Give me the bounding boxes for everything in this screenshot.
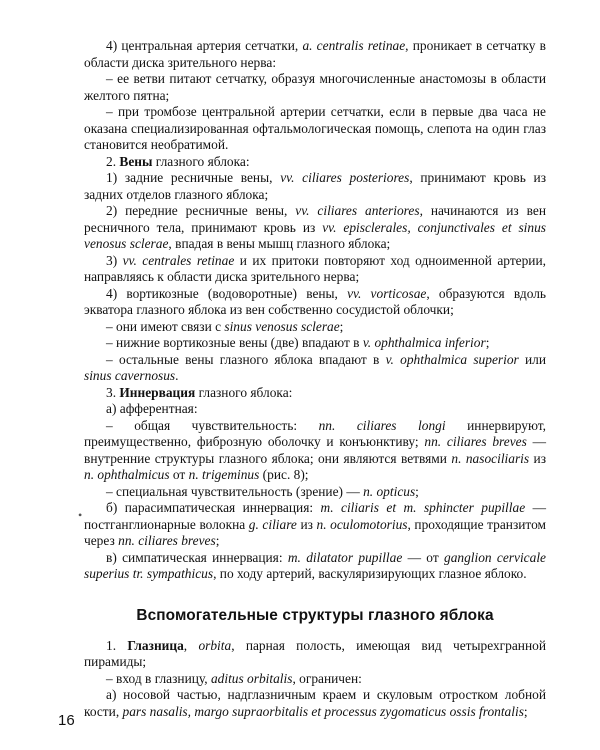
- text-run: ;: [415, 483, 419, 499]
- body-text-lower: [84, 638, 546, 721]
- latin-term: n. trigeminus: [188, 467, 260, 482]
- latin-term: nn. ciliares breves: [424, 434, 527, 449]
- text-run: 1.: [106, 637, 128, 653]
- text-run: – они имеют связи с: [106, 318, 225, 334]
- text-run: ;: [523, 703, 528, 719]
- text-run: – при тромбозе центральной артерии сетчатки, если в первые два часа не оказана специализированная офтальмологическая помощь, слепота на один глаз становится необратимой.: [84, 104, 546, 152]
- paragraph: [84, 418, 546, 484]
- text-run: – вход в глазницу,: [106, 670, 211, 686]
- text-run: ,: [183, 637, 199, 653]
- margin-mark: •: [78, 508, 83, 522]
- text-run: – ее ветви питают сетчатку, образуя многочисленные анастомозы в области желтого пятна;: [84, 71, 546, 103]
- text-run: а) афферентная:: [106, 401, 198, 416]
- text-run: , ограничен:: [292, 670, 362, 686]
- latin-term: vv. ciliares posteriores: [280, 170, 410, 185]
- text-run: , образуются вдоль экватора глазного яблока из вен собственно сосудистой облочки;: [84, 285, 546, 317]
- body-text-upper: [84, 38, 546, 583]
- text-run: .: [175, 368, 179, 383]
- text-run: – общая чувствительность:: [106, 417, 319, 433]
- latin-term: vv. episclerales, conjunctivales et sinus venosus sclerae: [84, 219, 546, 251]
- latin-term: vv. centrales retinae: [122, 252, 235, 268]
- text-run: ;: [339, 318, 344, 334]
- text-run: 2) передние ресничные вены,: [106, 203, 296, 218]
- latin-term: nn. ciliares longi: [318, 417, 446, 433]
- paragraph: [84, 319, 546, 336]
- text-run: б) парасимпатическая иннервация:: [106, 500, 321, 515]
- section-heading: Вспомогательные структуры глазного яблока: [136, 606, 494, 624]
- text-run: , принимают кровь из задних отделов глазного яблока;: [84, 170, 546, 202]
- latin-term: vv. ciliares anteriores: [295, 203, 420, 218]
- latin-term: n. nasociliaris: [451, 450, 530, 466]
- text-run: 3): [106, 252, 123, 268]
- text-run: от: [169, 467, 189, 482]
- latin-term: orbita: [198, 637, 232, 653]
- paragraph: [84, 104, 546, 154]
- text-run: глазного яблока:: [195, 384, 293, 400]
- latin-term: n. ophthalmicus: [84, 467, 170, 482]
- text-run: ;: [215, 533, 220, 548]
- paragraph: [84, 484, 546, 501]
- latin-term: ganglion cervicale superius tr. sympathicus: [84, 549, 546, 581]
- paragraph: [84, 352, 546, 385]
- paragraph: [84, 401, 546, 418]
- text-run: – специальная чувствительность (зрение) —: [106, 483, 364, 499]
- text-run: иннервируют, преимущественно, фиброзную оболочку и конъюнктиву;: [84, 417, 546, 449]
- latin-term: a. centralis retinae: [302, 38, 406, 53]
- text-run: , парная полость, имеющая вид четырехгранной пирамиды;: [84, 637, 547, 669]
- text-run: , по ходу артерий, васкуляризирующих глазное яблоко.: [213, 566, 527, 581]
- text-run: 1) задние ресничные вены,: [106, 170, 281, 185]
- text-run: , впадая в вены мышц глазного яблока;: [168, 236, 391, 251]
- text-run: – остальные вены глазного яблока впадают в: [106, 351, 386, 367]
- paragraph: [84, 154, 546, 171]
- text-run: , проникает в сетчатку в области диска зрительного нерва:: [84, 38, 546, 70]
- latin-term: n. opticus: [363, 483, 416, 499]
- text-run: 2.: [106, 153, 120, 169]
- paragraph: [84, 38, 546, 71]
- latin-term: n. oculomotorius: [316, 516, 408, 532]
- text-run: из: [296, 516, 317, 532]
- latin-term: vv. vorticosae: [347, 285, 427, 301]
- text-run: 3.: [106, 384, 120, 400]
- paragraph: [84, 385, 546, 402]
- paragraph: [84, 203, 546, 253]
- text-run: , начинаются из вен ресничного тела, принимают кровь из: [84, 203, 546, 235]
- text-run: в) симпатическая иннервация:: [106, 549, 288, 565]
- latin-term: v. ophthalmica superior: [385, 351, 519, 367]
- paragraph: [84, 671, 546, 688]
- latin-term: nn. ciliares breves: [118, 533, 216, 548]
- paragraph: [84, 335, 546, 352]
- paragraph: [84, 286, 546, 319]
- latin-term: v. ophthalmica inferior: [362, 335, 486, 350]
- text-run: — внутренние структуры глазного яблока; они являются ветвями: [84, 434, 546, 466]
- text-run: 4) центральная артерия сетчатки,: [106, 38, 303, 53]
- paragraph: [84, 170, 546, 203]
- latin-term: m. dilatator pupillae: [287, 549, 403, 565]
- paragraph: [84, 687, 546, 720]
- paragraph: [84, 638, 546, 671]
- text-run: – нижние вортикозные вены (две) впадают в: [106, 335, 363, 350]
- latin-term: g. ciliare: [248, 516, 297, 532]
- bold-term: Иннервация: [119, 384, 196, 400]
- paragraph: [84, 500, 546, 550]
- text-run: из: [529, 450, 546, 466]
- latin-term: sinus venosus sclerae: [224, 318, 340, 334]
- bold-term: Глазница: [127, 637, 184, 653]
- text-run: 4) вортикозные (водоворотные) вены,: [106, 285, 348, 301]
- text-run: — от: [402, 549, 444, 565]
- text-run: , проходящие транзитом через: [84, 516, 546, 548]
- text-run: а) носовой частью, надглазничным краем и скуловым отростком лобной кости,: [84, 687, 546, 719]
- latin-term: m. ciliaris et m. sphincter pupillae: [320, 500, 526, 515]
- text-run: (рис. 8);: [259, 467, 309, 482]
- text-run: глазного яблока:: [152, 153, 250, 169]
- bold-term: Вены: [119, 153, 153, 169]
- text-run: или: [518, 351, 546, 367]
- text-run: — постганглионарные волокна: [84, 500, 546, 532]
- latin-term: pars nasalis, margo supraorbitalis et processus zygomaticus ossis frontalis: [122, 703, 524, 719]
- text-run: ;: [485, 335, 490, 350]
- latin-term: sinus cavernosus: [84, 368, 176, 383]
- text-run: и их притоки повторяют ход одноименной артерии, направляясь к области диска зрительного нерва;: [84, 252, 546, 284]
- paragraph: [84, 71, 546, 104]
- paragraph: [84, 550, 546, 583]
- page-number: 16: [58, 712, 75, 729]
- paragraph: [84, 253, 546, 286]
- latin-term: aditus orbitalis: [210, 670, 293, 686]
